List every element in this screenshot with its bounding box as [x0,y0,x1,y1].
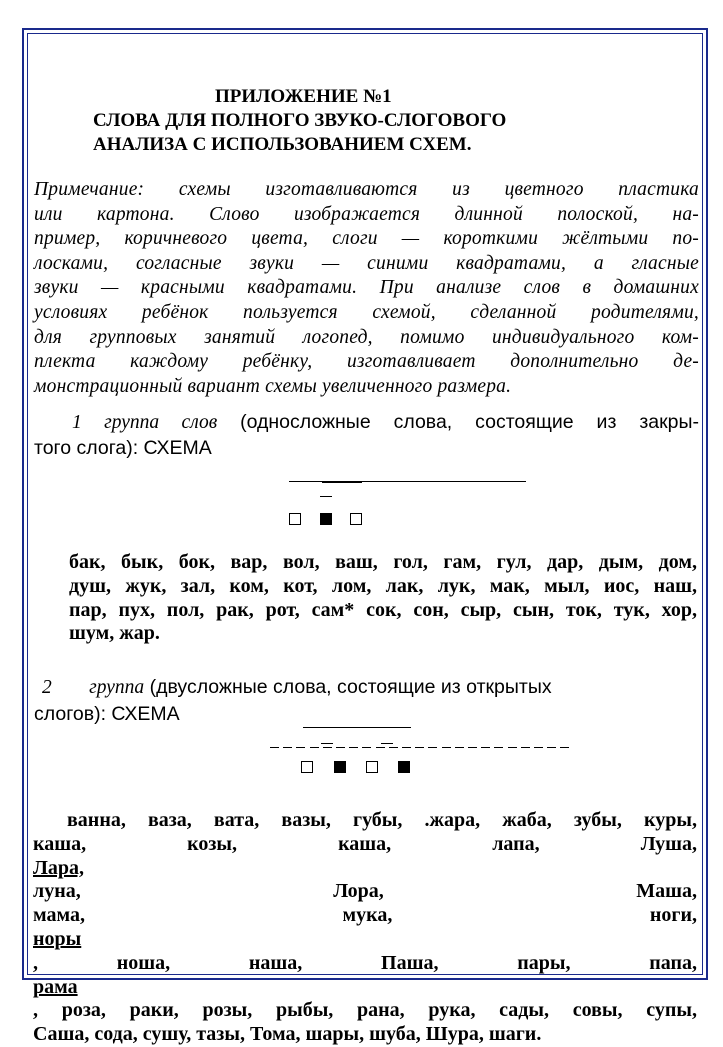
note-line: или картона. Слово изображается длинной полоской, на- [34,203,699,225]
dash-segment [296,747,305,748]
dash-segment [336,747,345,748]
note-paragraph [34,178,699,399]
word-text: каша, козы, каша, лапа, Луша, [33,832,697,855]
note-line: для групповых занятий логопед, помимо индивидуального ком- [34,326,699,348]
group1-word-list [69,551,697,646]
syllable-mark [381,743,393,744]
consonant-square [289,513,301,525]
consonant-square [350,513,362,525]
word-line: пар, пух, пол, рак, рот, сам* сок, сон, сыр, сын, ток, тук, хор, [69,598,697,621]
group2-heading [42,675,552,700]
syllable-mark [321,743,333,744]
group2-word-list [33,809,697,1047]
note-line: пример, коричневого цвета, слоги — короткими жёлтыми по- [34,228,699,250]
word-line [33,833,697,904]
dash-segment [508,747,517,748]
title-line-3: АНАЛИЗА С ИСПОЛЬЗОВАНИЕМ СХЕМ. [93,134,472,155]
vowel-square [334,761,346,773]
syllable-mark [320,496,332,497]
word-text: мама, мука, ноги, [33,904,697,927]
note-line: Примечание: схемы изготавливаются из цветного пластика [34,179,699,200]
word-line [33,976,697,1024]
vowel-square [398,761,410,773]
dash-segment [402,747,411,748]
consonant-square [366,761,378,773]
group1-heading-cont: того слога): СХЕМА [34,437,212,459]
vowel-square [320,513,332,525]
dash-segment [455,747,464,748]
dash-segment [547,747,556,748]
word-text: , ноша, наша, Паша, пары, папа, [33,951,697,974]
underlined-word: рама [33,975,78,998]
dash-segment [349,747,358,748]
word-line: бак, бык, бок, вар, вол, ваш, гол, гам, гул, дар, дым, дом, [69,551,697,573]
dash-segment [376,747,385,748]
dash-segment [283,747,292,748]
syllable-strip [322,481,362,483]
group1-label: 1 группа слов [72,412,218,433]
word-text: , роза, раки, розы, рыбы, рана, рука, сады, совы, супы, [33,999,697,1022]
dash-segment [362,747,371,748]
dash-segment [521,747,530,748]
word-line: ванна, ваза, вата, вазы, губы, .жара, жаба, зубы, куры, [67,809,697,831]
dash-segment [323,747,332,748]
dash-segment [481,747,490,748]
appendix-title: ПРИЛОЖЕНИЕ №1 [215,86,392,107]
group1-description: (односложные слова, состоящие из закры- [217,411,699,433]
word-line [33,904,697,975]
consonant-square [301,761,313,773]
dash-segment [270,747,279,748]
dash-segment [534,747,543,748]
word-line: Саша, сода, сушу, тазы, Тома, шары, шуба, Шура, шаги. [33,1023,542,1046]
group2-number: 2 [42,677,52,698]
group2-heading-cont: слогов): СХЕМА [34,703,180,725]
dash-segment [415,747,424,748]
note-line: лосками, согласные звуки — синими квадратами, а гласные [34,252,699,274]
dash-segment [468,747,477,748]
group2-description: (двусложные слова, состоящие из открытых [144,676,552,698]
note-line: звуки — красными квадратами. При анализе слов в домашних [34,277,699,299]
word-text: луна, Лора, Маша, [33,880,697,903]
underlined-word: Лара, [33,856,85,879]
word-line: душ, жук, зал, ком, кот, лом, лак, лук, мак, мыл, иос, наш, [69,574,697,597]
word-line: шум, жар. [69,622,160,645]
underlined-word: норы [33,927,82,950]
dash-segment [442,747,451,748]
note-line: монстрационный вариант схемы увеличенного размера. [34,375,512,397]
title-line-2: СЛОВА ДЛЯ ПОЛНОГО ЗВУКО-СЛОГОВОГО [93,110,507,131]
group2-label: группа [89,677,145,698]
note-line: плекта каждому ребёнку, изготавливает дополнительно де- [34,351,699,373]
dash-segment [494,747,503,748]
dash-segment [560,747,569,748]
dash-segment [428,747,437,748]
word-strip [303,727,411,728]
dash-segment [389,747,398,748]
note-line: условиях ребёнок пользуется схемой, сделанной родителями, [34,301,699,323]
group1-heading [72,410,699,435]
dash-segment [310,747,319,748]
